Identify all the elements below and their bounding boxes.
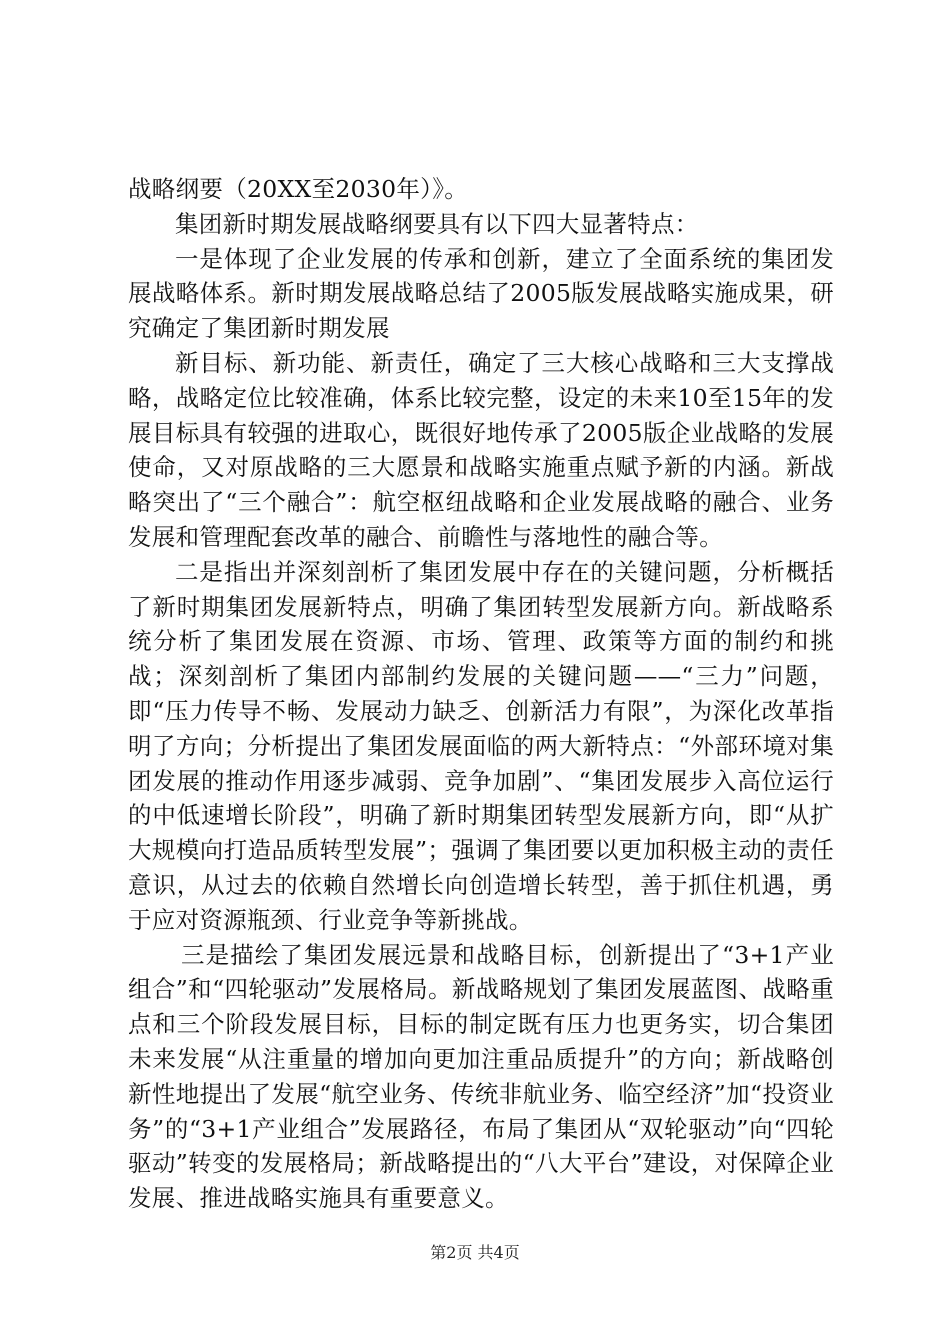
page-number-label: 第2页 共4页: [430, 1243, 520, 1262]
paragraph-feature-one-continued: 新目标、新功能、新责任，确定了三大核心战略和三大支撑战略，战略定位比较准确，体系比较完整，设定的未来10至15年的发展目标具有较强的进取心，既很好地传承了2005版企业战略的发展使命，又对原战略的三大愿景和战略实施重点赋予新的内涵。新战略突出了“三个融合”：航空枢纽战略和企业发展战略的融合、业务发展和管理配套改革的融合、前瞻性与落地性的融合等。: [128, 348, 834, 551]
paragraph-feature-one: 一是体现了企业发展的传承和创新，建立了全面系统的集团发展战略体系。新时期发展战略总结了2005版发展战略实施成果，研究确定了集团新时期发展: [128, 244, 834, 343]
paragraph-feature-three: 三是描绘了集团发展远景和战略目标，创新提出了“3+1产业组合”和“四轮驱动”发展格局。新战略规划了集团发展蓝图、战略重点和三个阶段发展目标，目标的制定既有压力也更务实，切合集团未来发展“从注重量的增加向更加注重品质提升”的方向；新战略创新性地提出了发展“航空业务、传统非航业务、临空经济”加“投资业务”的“3+1产业组合”发展路径，布局了集团从“双轮驱动”向“四轮驱动”转变的发展格局；新战略提出的“八大平台”建设，对保障企业发展、推进战略实施具有重要意义。: [128, 940, 834, 1213]
paragraph-intro: 集团新时期发展战略纲要具有以下四大显著特点：: [175, 209, 699, 238]
page-footer: [0, 1243, 950, 1263]
document-body: [128, 172, 834, 1216]
paragraph-feature-two: 二是指出并深刻剖析了集团发展中存在的关键问题，分析概括了新时期集团发展新特点，明确了集团转型发展新方向。新战略系统分析了集团发展在资源、市场、管理、政策等方面的制约和挑战；深刻剖析了集团内部制约发展的关键问题——“三力”问题，即“压力传导不畅、发展动力缺乏、创新活力有限”，为深化改革指明了方向；分析提出了集团发展面临的两大新特点：“外部环境对集团发展的推动作用逐步减弱、竞争加剧”、“集团发展步入高位运行的中低速增长阶段”，明确了新时期集团转型发展新方向，即“从扩大规模向打造品质转型发展”；强调了集团要以更加积极主动的责任意识，从过去的依赖自然增长向创造增长转型，善于抓住机遇，勇于应对资源瓶颈、行业竞争等新挑战。: [128, 557, 834, 934]
paragraph-strategy-title-end: 战略纲要（20XX至2030年）》。: [128, 175, 469, 203]
